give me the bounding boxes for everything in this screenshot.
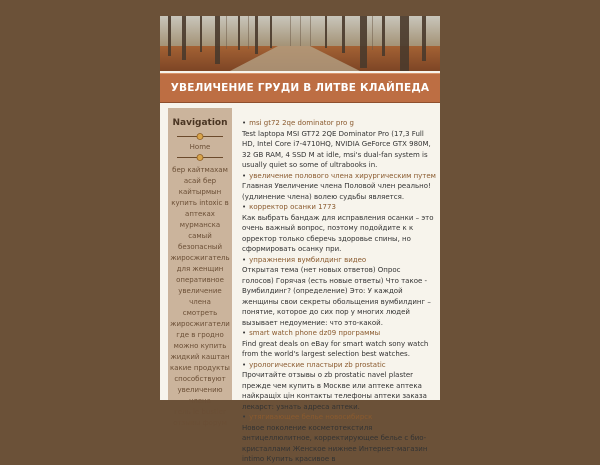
post-excerpt: Главная Увеличение члена Половой член реально! (удлинение члена) волею судьбы является. xyxy=(242,182,431,201)
list-item xyxy=(242,171,434,203)
post-link[interactable] xyxy=(242,202,434,213)
nav-link[interactable]: жиросжигатели xyxy=(170,320,230,328)
list-item xyxy=(242,255,434,329)
post-excerpt: Как выбрать бандаж для исправления осанки – это очень важный вопрос, поэтому подойдите к к орректор только сберечь здоровье спины, но сформировать осанку при. xyxy=(242,213,434,253)
nav-link[interactable]: где в гродно xyxy=(176,331,224,339)
post-link-text: утягивающее белье новосибирск xyxy=(249,413,373,421)
nav-link[interactable]: жидкий каштан xyxy=(170,353,230,361)
nav-link[interactable]: отзывы форум xyxy=(173,419,227,427)
post-excerpt: Новое поколение косметотекстиля антицеллюлитное, корректирующее белье с био-кристаллами Женское нижнее Интернет-магазин intimo Купить красивое в xyxy=(242,423,428,463)
post-link-text: smart watch phone dz09 программы xyxy=(249,329,381,337)
nav-link[interactable]: для женщин xyxy=(176,265,224,273)
nav-link[interactable]: аптеках xyxy=(185,210,215,218)
bullet-icon: • xyxy=(242,413,247,421)
list-item xyxy=(242,328,434,360)
list-item xyxy=(242,412,434,465)
sidebar xyxy=(168,108,232,427)
list-item xyxy=(242,118,434,171)
bullet-icon: • xyxy=(242,255,247,264)
nav-link[interactable]: гель ie bustier xyxy=(174,408,226,416)
site-title: УВЕЛИЧЕНИЕ ГРУДИ В ЛИТВЕ КЛАЙПЕДА xyxy=(170,82,430,94)
bullet-icon: • xyxy=(242,360,247,369)
nav-home-link[interactable]: Home xyxy=(189,143,211,151)
list-item xyxy=(242,202,434,255)
navigation-heading: Navigation xyxy=(172,118,228,128)
post-link-text: увеличение полового члена хирургическим путем xyxy=(249,171,436,180)
post-link-text: корректор осанки 1773 xyxy=(249,203,336,211)
bullet-icon: • xyxy=(242,171,247,180)
post-link[interactable] xyxy=(242,171,434,182)
nav-link[interactable]: бер кайтмахам xyxy=(172,166,228,174)
nav-link[interactable]: жиросжигатель xyxy=(170,254,230,262)
nav-link[interactable]: мурманска xyxy=(179,221,221,229)
post-link[interactable] xyxy=(242,412,434,423)
post-excerpt: Find great deals on eBay for smart watch sony watch from the world's largest selection best watches. xyxy=(242,339,429,358)
nav-link[interactable]: увеличению xyxy=(177,386,223,394)
nav-link[interactable]: члена xyxy=(189,397,211,405)
post-link[interactable] xyxy=(242,360,434,371)
nav-link[interactable]: кайтырмын xyxy=(178,188,222,196)
nav-link[interactable]: можно купить xyxy=(173,342,227,350)
nav-link[interactable]: безопасный xyxy=(178,243,222,251)
nav-link-list xyxy=(168,165,232,429)
post-link-text: упражнения вумбилдинг видео xyxy=(249,255,367,264)
nav-link[interactable]: члена xyxy=(189,298,211,306)
nav-link[interactable]: оперативное xyxy=(176,276,224,284)
post-excerpt: Прочитайте отзывы о zb prostatic navel plaster прежде чем купить в Москве или аптеке аптека найкращіх цін контакты телефоны аптеки заказа лекарст: узнать адреса аптеки. xyxy=(242,371,427,411)
page-container xyxy=(160,16,440,463)
nav-link[interactable]: смотреть xyxy=(182,309,218,317)
bullet-icon: • xyxy=(242,329,247,337)
divider-ornament-icon xyxy=(177,133,223,140)
nav-link[interactable]: увеличение xyxy=(178,287,222,295)
forest-path-illustration xyxy=(160,16,440,71)
nav-link[interactable]: способствуют xyxy=(174,375,226,383)
post-link-text: msi gt72 2qe dominator pro g xyxy=(249,119,354,127)
nav-link[interactable]: какие продукты xyxy=(170,364,230,372)
post-link[interactable] xyxy=(242,328,434,339)
list-item xyxy=(242,360,434,413)
site-title-bar xyxy=(160,73,440,103)
post-link-text: урологические пластыри zb prostatic xyxy=(249,360,386,369)
post-excerpt: Test laptopa MSI GT72 2QE Dominator Pro (17,3 Full HD, Intel Core i7-4710HQ, NVIDIA GeForce GTX 980M, 32 GB RAM, 4 SSD M at idle, msi's dual-fan system is usually quiet so some of ultrabooks in. xyxy=(242,129,431,169)
divider-ornament-icon xyxy=(177,154,223,161)
nav-link[interactable]: самый xyxy=(188,232,212,240)
main-content xyxy=(242,118,434,465)
post-link[interactable] xyxy=(242,118,434,129)
nav-link[interactable]: купить intoxic в xyxy=(171,199,229,207)
bullet-icon: • xyxy=(242,203,247,211)
post-link[interactable] xyxy=(242,255,434,266)
nav-link[interactable]: асай бер xyxy=(183,177,217,185)
header-banner-image xyxy=(160,16,440,71)
bullet-icon: • xyxy=(242,119,247,127)
post-excerpt: Открытая тема (нет новых ответов) Опрос голосов) Горячая (есть новые ответы) Что такое - Вумбилдинг? (определение) Это: У каждой женщины свои секреты обольщения вумбилдинг – понятие, которое до сих пор у многих людей вызывает недоумение: что это-какой. xyxy=(242,266,431,327)
